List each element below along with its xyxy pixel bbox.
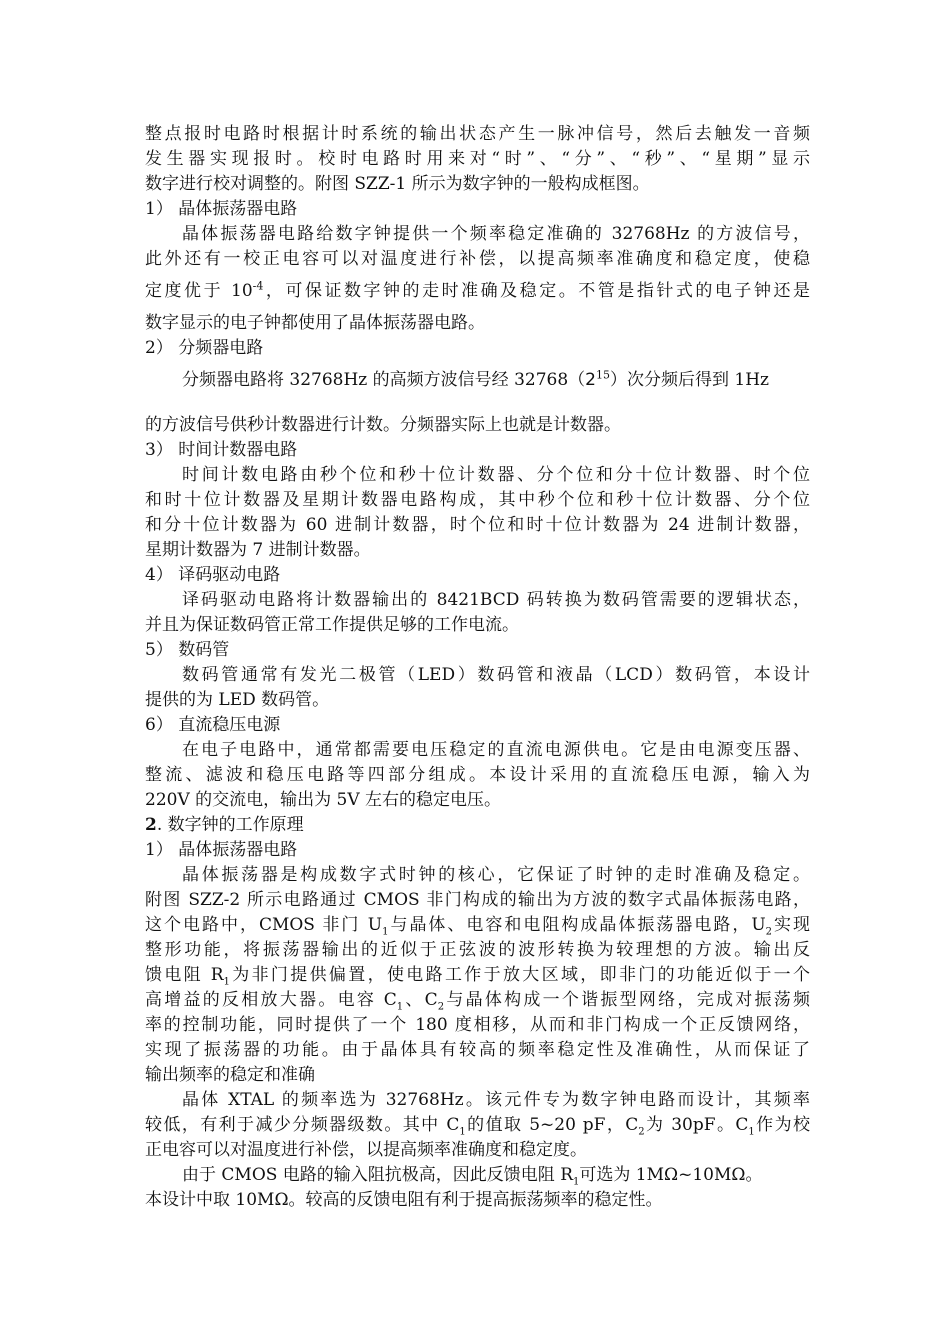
text-run: 由于 CMOS 电路的输入阻抗极高，因此反馈电阻 R bbox=[182, 1165, 574, 1185]
section-number: 2 bbox=[145, 815, 157, 835]
paragraph-line: 本设计中取 10MΩ。较高的反馈电阻有利于提高振荡频率的稳定性。 bbox=[145, 1190, 663, 1210]
section-heading: 1） 晶体振荡器电路 bbox=[145, 199, 298, 219]
paragraph-line: 率的控制功能，同时提供了一个 180 度相移，从而和非门构成一个正反馈网络， bbox=[145, 1015, 810, 1035]
subscript: 2 bbox=[437, 1001, 445, 1013]
paragraph-line: 发生器实现报时。校时电路时用来对“时”、“分”、“秒”、“星期”显示 bbox=[145, 149, 810, 169]
section-heading: 4） 译码驱动电路 bbox=[145, 565, 281, 585]
paragraph-line: 在电子电路中，通常都需要电压稳定的直流电源供电。它是由电源变压器、 bbox=[182, 740, 810, 760]
subscript: 1 bbox=[748, 1126, 755, 1138]
paragraph-line: 和时十位计数器及星期计数器电路构成，其中秒个位和秒十位计数器、分个位 bbox=[145, 490, 810, 510]
subscript: 1 bbox=[223, 976, 230, 988]
section-heading: 1） 晶体振荡器电路 bbox=[145, 840, 298, 860]
text-run: ）次分频后得到 1Hz bbox=[609, 370, 769, 390]
paragraph-line: 提供的为 LED 数码管。 bbox=[145, 690, 330, 710]
subscript: 1 bbox=[459, 1126, 466, 1138]
paragraph-line: 的方波信号供秒计数器进行计数。分频器实际上也就是计数器。 bbox=[145, 415, 621, 435]
paragraph-line: 输出频率的稳定和准确 bbox=[145, 1065, 315, 1085]
paragraph-line: 数字显示的电子钟都使用了晶体振荡器电路。 bbox=[145, 313, 485, 333]
text-run: 定度优于 10 bbox=[145, 281, 253, 301]
paragraph-line bbox=[145, 913, 810, 938]
text-run: 为 30pF。C bbox=[644, 1115, 749, 1135]
section-title bbox=[145, 813, 810, 838]
superscript: 15 bbox=[595, 368, 610, 382]
subscript: 1 bbox=[396, 1001, 404, 1013]
subscript: 1 bbox=[382, 926, 389, 938]
text-run: 馈电阻 R bbox=[145, 965, 224, 985]
text-run: . 数字钟的工作原理 bbox=[156, 815, 304, 835]
text-run: 实现 bbox=[772, 915, 811, 935]
text-run: 的值取 5~20 pF，C bbox=[465, 1115, 639, 1135]
paragraph-line bbox=[145, 361, 810, 400]
paragraph-line: 整点报时电路时根据计时系统的输出状态产生一脉冲信号，然后去触发一音频 bbox=[145, 124, 810, 144]
paragraph-line: 实现了振荡器的功能。由于晶体具有较高的频率稳定性及准确性，从而保证了 bbox=[145, 1040, 810, 1060]
section-heading: 2） 分频器电路 bbox=[145, 338, 264, 358]
paragraph-line: 此外还有一校正电容可以对温度进行补偿，以提高频率准确度和稳定度，使稳 bbox=[145, 249, 810, 269]
paragraph-line bbox=[145, 1163, 810, 1188]
text-run: 、C bbox=[403, 990, 438, 1010]
paragraph-line bbox=[145, 272, 810, 311]
text-run: 作为校 bbox=[754, 1115, 810, 1135]
paragraph-line: 晶体 XTAL 的频率选为 32768Hz。该元件专为数字钟电路而设计，其频率 bbox=[182, 1090, 810, 1110]
paragraph-line: 附图 SZZ-2 所示电路通过 CMOS 非门构成的输出为方波的数字式晶体振荡电路， bbox=[145, 890, 810, 910]
paragraph-line: 星期计数器为 7 进制计数器。 bbox=[145, 540, 371, 560]
text-run: 与晶体、电容和电阻构成晶体振荡器电路，U bbox=[388, 915, 766, 935]
formula-base: 2 bbox=[585, 370, 596, 390]
paragraph-line: 时间计数电路由秒个位和秒十位计数器、分个位和分十位计数器、时个位 bbox=[182, 465, 810, 485]
paragraph-line bbox=[145, 988, 810, 1013]
section-heading: 3） 时间计数器电路 bbox=[145, 440, 298, 460]
paragraph-line: 和分十位计数器为 60 进制计数器，时个位和时十位计数器为 24 进制计数器， bbox=[145, 515, 810, 535]
paragraph-line: 整形功能，将振荡器输出的近似于正弦波的波形转换为较理想的方波。输出反 bbox=[145, 940, 810, 960]
text-run: 分频器电路将 32768Hz 的高频方波信号经 32768（ bbox=[182, 370, 586, 390]
text-run: 可选为 1MΩ~10MΩ。 bbox=[579, 1165, 763, 1185]
paragraph-line: 并且为保证数码管正常工作提供足够的工作电流。 bbox=[145, 615, 519, 635]
paragraph-line: 正电容可以对温度进行补偿，以提高频率准确度和稳定度。 bbox=[145, 1140, 587, 1160]
subscript: 2 bbox=[638, 1126, 645, 1138]
superscript: -4 bbox=[252, 279, 264, 293]
paragraph-line bbox=[145, 1113, 810, 1138]
text-run: ，可保证数字钟的走时准确及稳定。不管是指针式的电子钟还是 bbox=[263, 281, 810, 301]
subscript: 2 bbox=[765, 926, 773, 938]
paragraph-line: 数码管通常有发光二极管（LED）数码管和液晶（LCD）数码管，本设计 bbox=[182, 665, 810, 685]
subscript: 1 bbox=[573, 1176, 580, 1188]
section-heading: 6） 直流稳压电源 bbox=[145, 715, 281, 735]
text-run: 高增益的反相放大器。电容 C bbox=[145, 990, 397, 1010]
paragraph-line: 数字进行校对调整的。附图 SZZ-1 所示为数字钟的一般构成框图。 bbox=[145, 174, 650, 194]
text-run: 这个电路中，CMOS 非门 U bbox=[145, 915, 383, 935]
paragraph-line: 220V 的交流电，输出为 5V 左右的稳定电压。 bbox=[145, 790, 502, 810]
document-page bbox=[145, 122, 810, 1213]
paragraph-line: 晶体振荡器是构成数字式时钟的核心，它保证了时钟的走时准确及稳定。 bbox=[182, 865, 810, 885]
text-run: 较低，有利于减少分频器级数。其中 C bbox=[145, 1115, 460, 1135]
paragraph-line: 晶体振荡器电路给数字钟提供一个频率稳定准确的 32768Hz 的方波信号， bbox=[182, 224, 810, 244]
paragraph-line: 译码驱动电路将计数器输出的 8421BCD 码转换为数码管需要的逻辑状态， bbox=[182, 590, 810, 610]
text-run: 为非门提供偏置，使电路工作于放大区域，即非门的功能近似于一个 bbox=[229, 965, 810, 985]
paragraph-line: 整流、滤波和稳压电路等四部分组成。本设计采用的直流稳压电源，输入为 bbox=[145, 765, 810, 785]
section-heading: 5） 数码管 bbox=[145, 640, 230, 660]
text-run: 与晶体构成一个谐振型网络，完成对振荡频 bbox=[444, 990, 810, 1010]
paragraph-line bbox=[145, 963, 810, 988]
